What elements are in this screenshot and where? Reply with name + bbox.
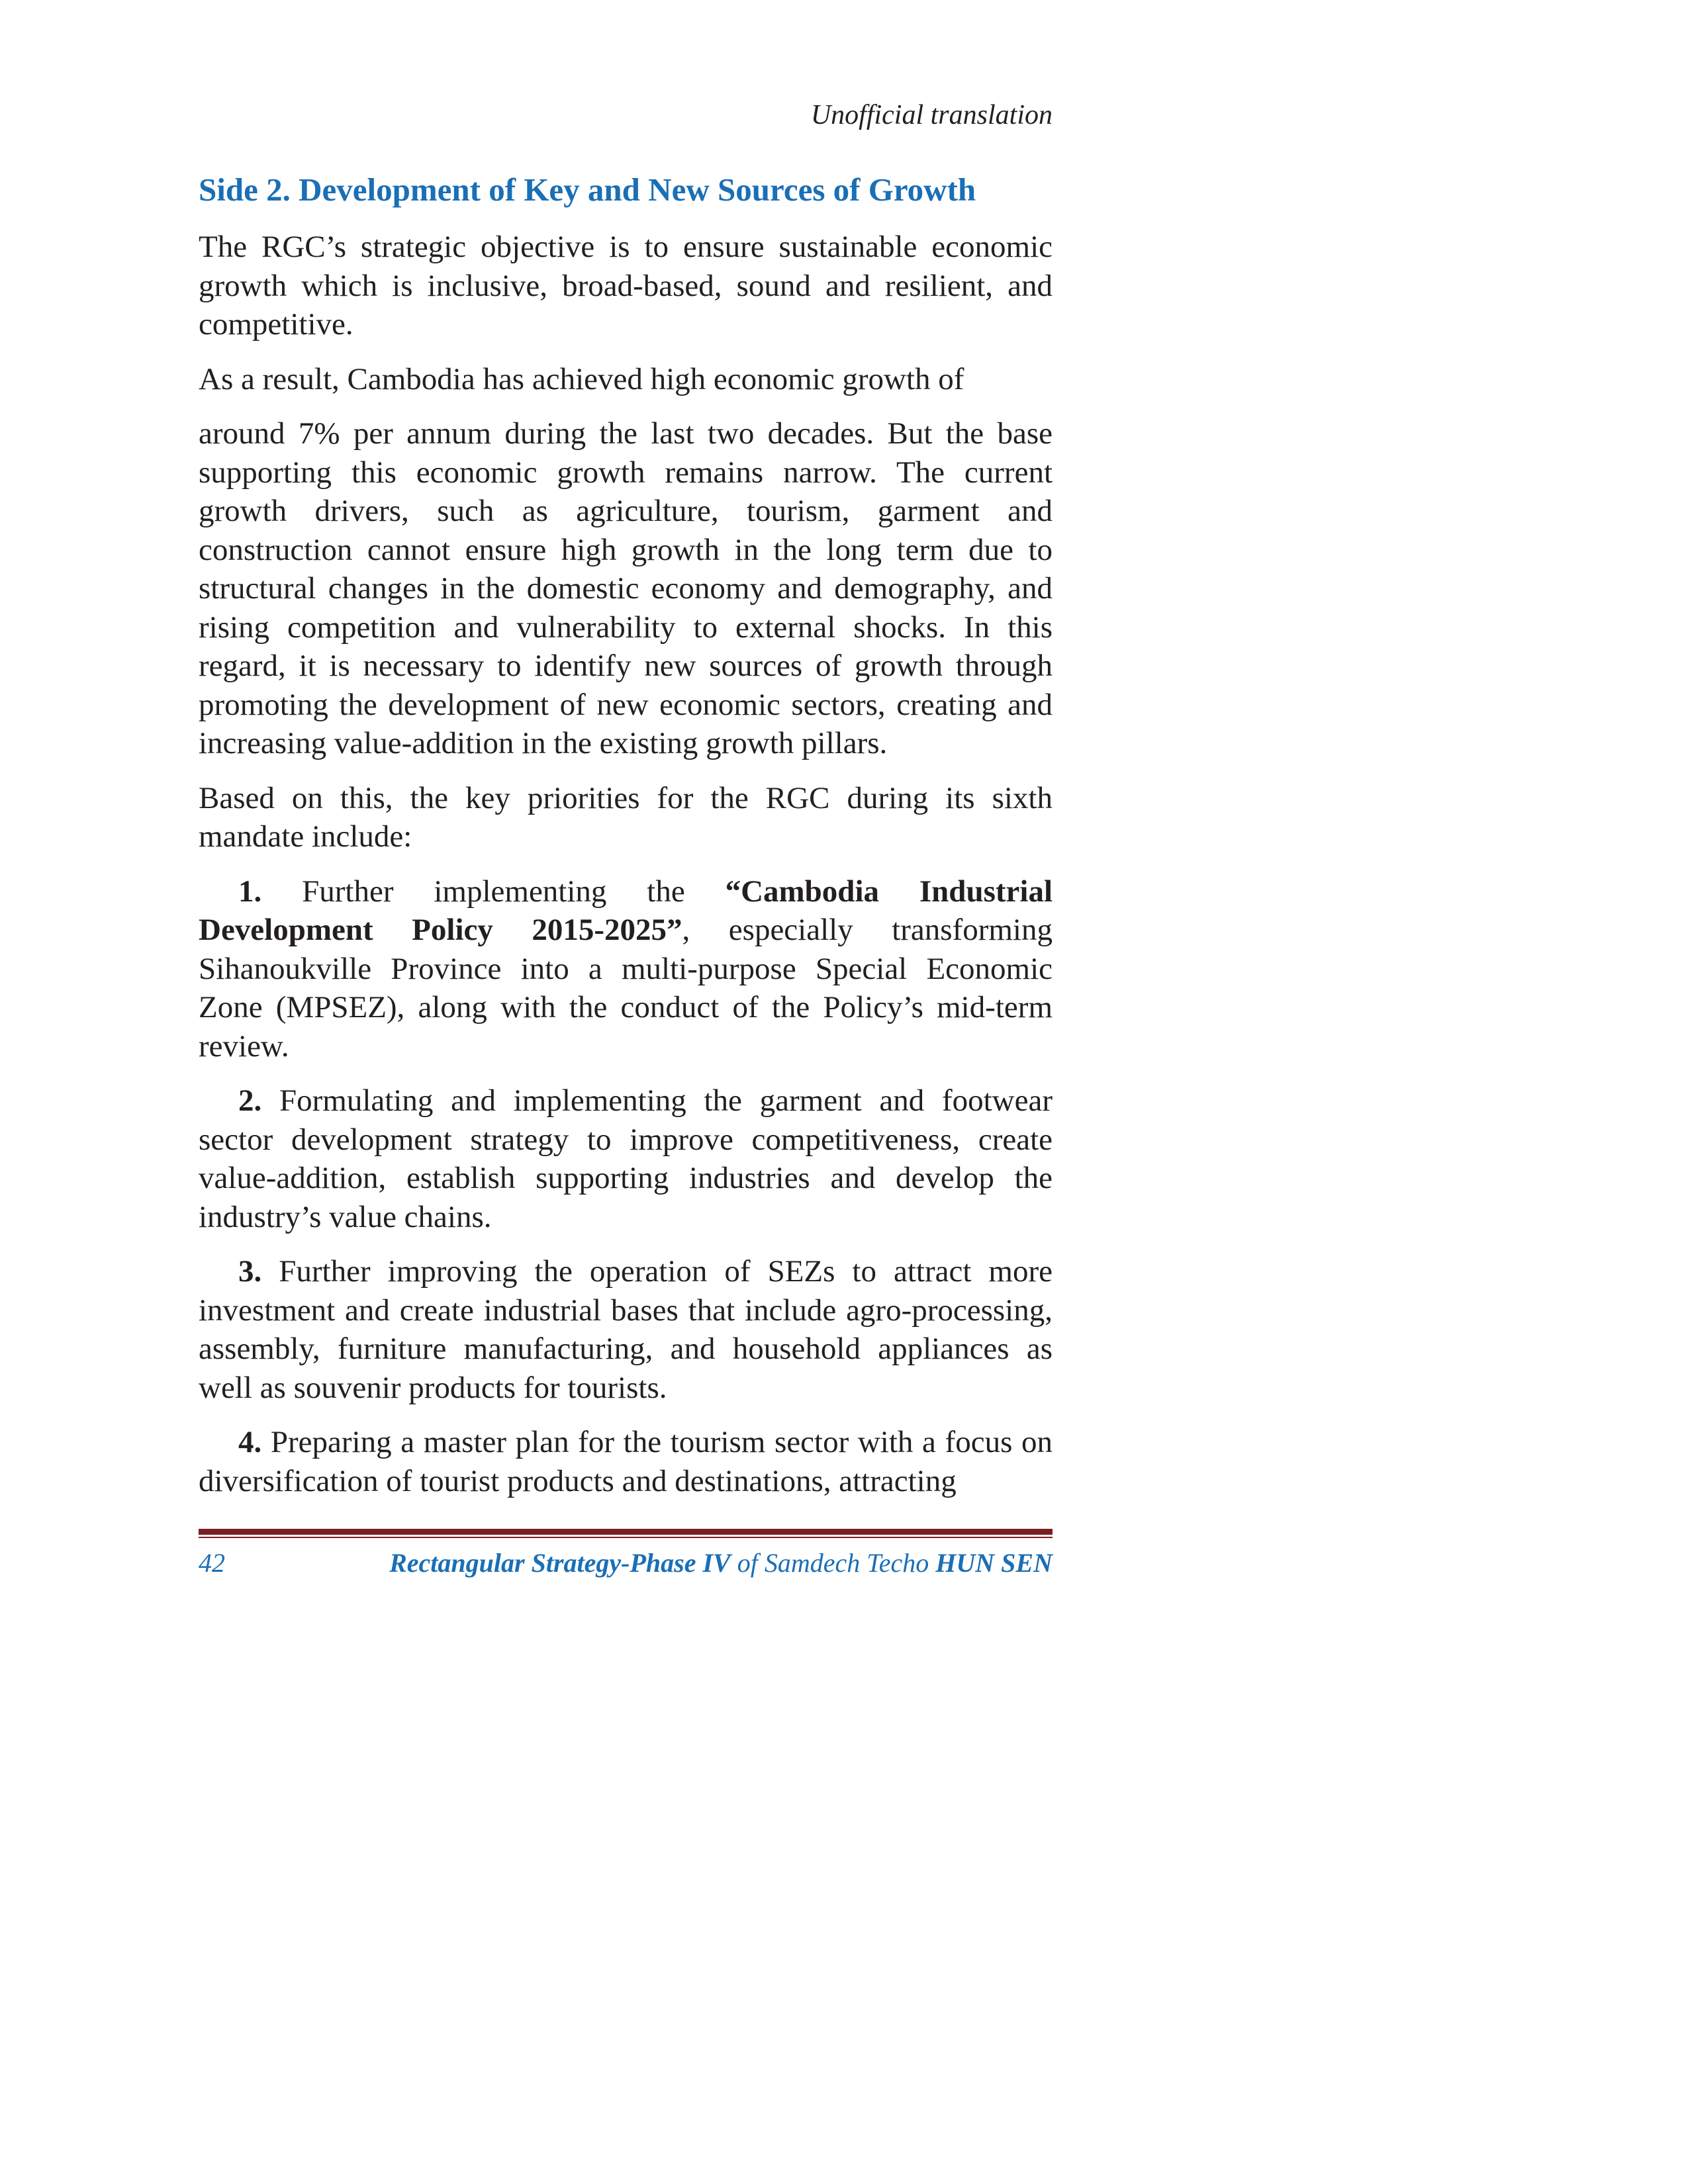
- list-item: [199, 1423, 1053, 1500]
- footer-title: [389, 1547, 1053, 1578]
- item-policy-name: “Cambodia Industrial Development Policy 2015-2025”: [199, 874, 1053, 947]
- list-item: [199, 872, 1053, 1066]
- section-heading: Side 2. Development of Key and New Sources of Growth: [199, 171, 976, 208]
- list-item: [199, 1081, 1053, 1236]
- list-item: [199, 1252, 1053, 1407]
- item-text: Preparing a master plan for the tourism sector with a focus on diversification of tourist products and destinations, attracting: [199, 1425, 1053, 1498]
- footer-title-mid: of Samdech Techo: [730, 1548, 936, 1578]
- footer-title-name: HUN SEN: [935, 1548, 1053, 1578]
- paragraph: As a result, Cambodia has achieved high economic growth of: [199, 361, 964, 396]
- footer-divider: [199, 1529, 1053, 1535]
- page-number: 42: [199, 1548, 225, 1578]
- footer-divider-thin: [199, 1537, 1053, 1538]
- item-text: Formulating and implementing the garment and footwear sector development strategy to improve competitiveness, create value-addition, establish supporting industries and develop the industry’s value chains.: [199, 1083, 1053, 1234]
- document-page: [199, 0, 1053, 2184]
- paragraph: Based on this, the key priorities for the RGC during its sixth mandate include:: [199, 780, 1053, 854]
- translation-note: Unofficial translation: [810, 100, 1053, 130]
- body-text: [199, 228, 1053, 1516]
- item-number: 2.: [238, 1083, 262, 1118]
- item-text: Further improving the operation of SEZs to attract more investment and create industrial bases that include agro-processing, assembly, furniture manufacturing, and household appliances as well as souvenir products for tourists.: [199, 1254, 1053, 1405]
- item-number: 4.: [238, 1425, 262, 1459]
- item-text-lead: Further implementing the: [302, 874, 726, 909]
- item-number: 1.: [238, 874, 262, 909]
- item-number: 3.: [238, 1254, 262, 1289]
- footer-title-bold: Rectangular Strategy-Phase IV: [389, 1548, 731, 1578]
- paragraph: The RGC’s strategic objective is to ensure sustainable economic growth which is inclusive, broad-based, sound and resilient, and competitive.: [199, 230, 1053, 341]
- paragraph: around 7% per annum during the last two decades. But the base supporting this economic growth remains narrow. The current growth drivers, such as agriculture, tourism, garment and construction cannot ensure high growth in the long term due to structural changes in the domestic economy and demography, and rising competition and vulnerability to external shocks. In this regard, it is necessary to identify new sources of growth through promoting the development of new economic sectors, creating and increasing value-addition in the existing growth pillars.: [199, 416, 1053, 760]
- item-text: , especially transforming Sihanoukville Province into a multi-purpose Special Economic Zone (MPSEZ), along with the conduct of the Policy’s mid-term review.: [199, 913, 1053, 1064]
